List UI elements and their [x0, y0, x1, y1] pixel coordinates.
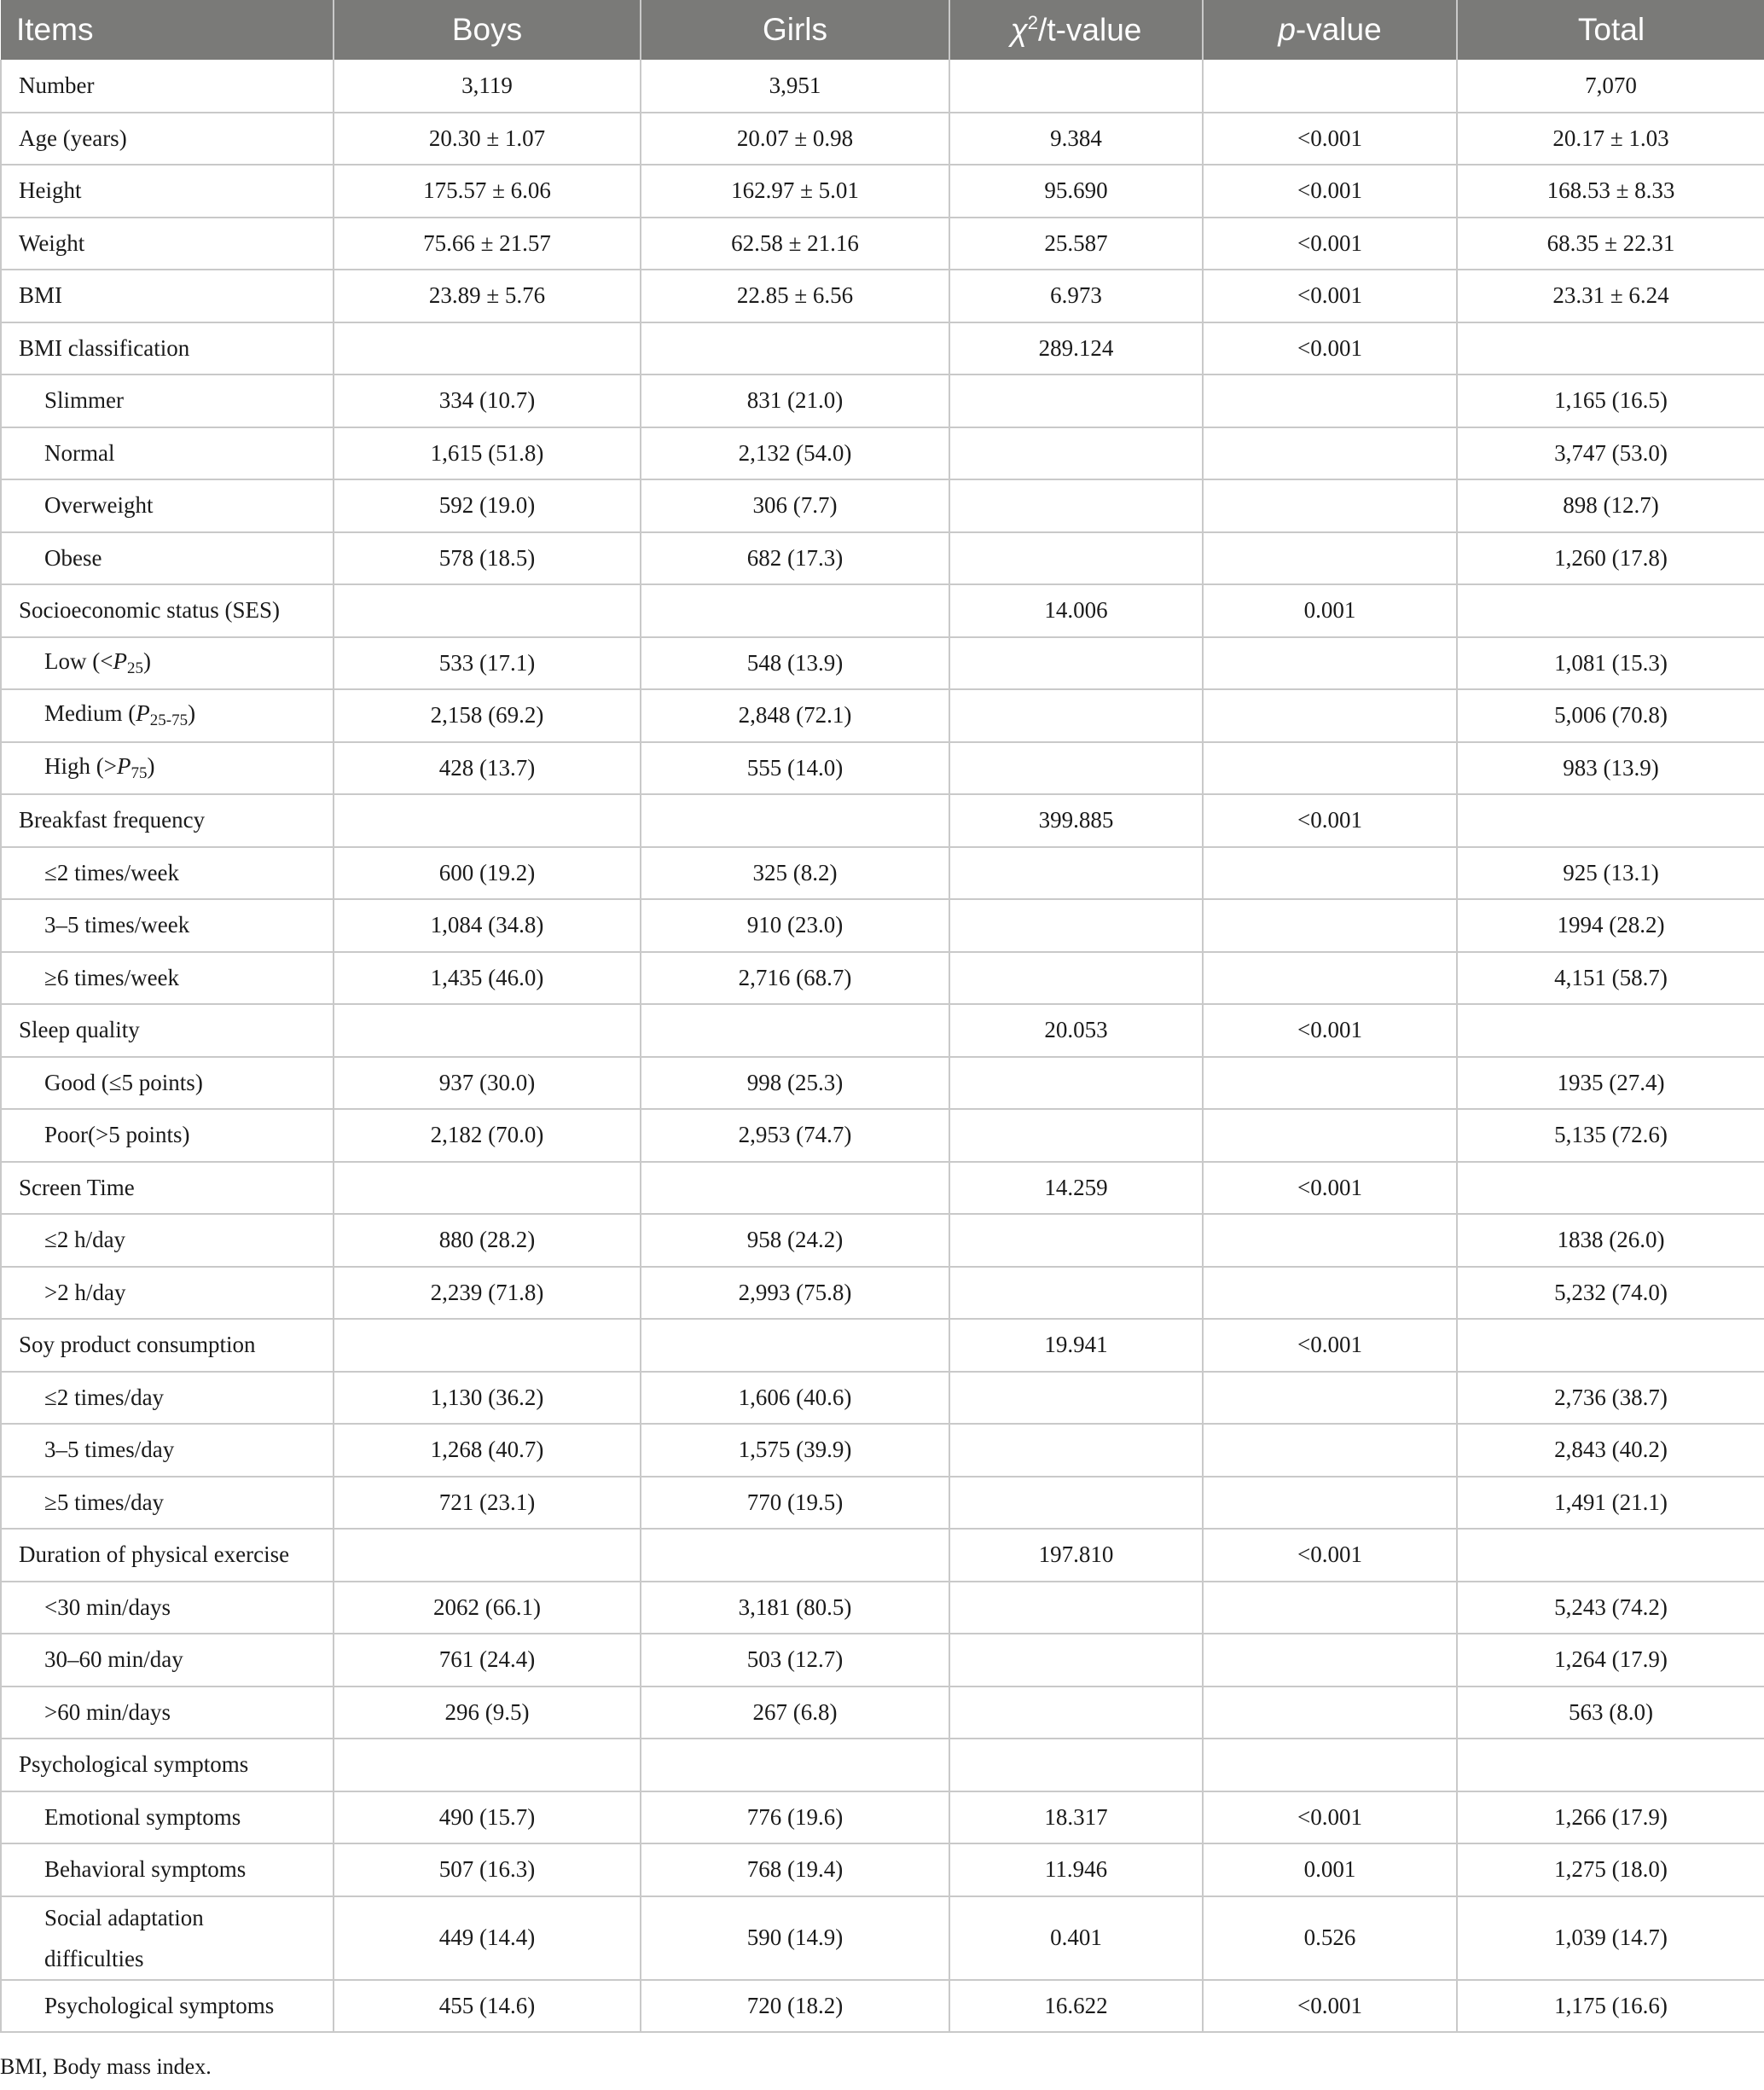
- cell-girls: 2,716 (68.7): [641, 952, 949, 1005]
- cell-stat-value: [949, 1214, 1203, 1267]
- cell-total: [1457, 1162, 1764, 1215]
- cell-total: 5,232 (74.0): [1457, 1267, 1764, 1320]
- cell-total: [1457, 1319, 1764, 1372]
- cell-total: 898 (12.7): [1457, 479, 1764, 532]
- cell-total: 1,175 (16.6): [1457, 1980, 1764, 2033]
- cell-boys: 721 (23.1): [334, 1477, 641, 1530]
- header-items: Items: [1, 0, 334, 60]
- cell-p-value: [1203, 1214, 1457, 1267]
- cell-total: [1457, 322, 1764, 375]
- table-row: [1, 165, 1764, 218]
- cell-p-value: [1203, 742, 1457, 795]
- cell-total: 1,266 (17.9): [1457, 1791, 1764, 1844]
- cell-total: 925 (13.1): [1457, 847, 1764, 900]
- table-row: [1, 1582, 1764, 1634]
- cell-boys: 2,239 (71.8): [334, 1267, 641, 1320]
- cell-boys: 2062 (66.1): [334, 1582, 641, 1634]
- table-row: [1, 584, 1764, 637]
- cell-boys: 428 (13.7): [334, 742, 641, 795]
- cell-p-value: [1203, 1477, 1457, 1530]
- cell-boys: 578 (18.5): [334, 532, 641, 585]
- table-row: [1, 1109, 1764, 1162]
- cell-girls: 62.58 ± 21.16: [641, 218, 949, 270]
- header-p-value: [1203, 0, 1457, 60]
- cell-total: 563 (8.0): [1457, 1687, 1764, 1739]
- cell-total: 1,081 (15.3): [1457, 637, 1764, 690]
- cell-item-label: Socioeconomic status (SES): [1, 584, 334, 637]
- cell-p-value: [1203, 479, 1457, 532]
- cell-stat-value: [949, 847, 1203, 900]
- cell-stat-value: 14.259: [949, 1162, 1203, 1215]
- cell-stat-value: 19.941: [949, 1319, 1203, 1372]
- cell-girls: 20.07 ± 0.98: [641, 113, 949, 165]
- header-chi-t-value: [949, 0, 1203, 60]
- table-row: [1, 1319, 1764, 1372]
- cell-item-label: ≤2 times/day: [1, 1372, 334, 1425]
- table-row: [1, 1843, 1764, 1896]
- table-row: [1, 1687, 1764, 1739]
- cell-p-value: <0.001: [1203, 165, 1457, 218]
- cell-boys: 75.66 ± 21.57: [334, 218, 641, 270]
- p-rest: -value: [1295, 12, 1382, 47]
- cell-boys: [334, 1739, 641, 1791]
- cell-item-label: Behavioral symptoms: [1, 1843, 334, 1896]
- cell-stat-value: [949, 532, 1203, 585]
- cell-girls: [641, 1529, 949, 1582]
- label-suffix: ): [142, 647, 151, 674]
- cell-stat-value: [949, 742, 1203, 795]
- cell-stat-value: [949, 1057, 1203, 1110]
- p-italic: p: [1278, 12, 1296, 47]
- table-row: [1, 1739, 1764, 1791]
- table-row: [1, 1372, 1764, 1425]
- cell-total: [1457, 584, 1764, 637]
- table-row: [1, 899, 1764, 952]
- cell-girls: 958 (24.2): [641, 1214, 949, 1267]
- cell-item-label: Psychological symptoms: [1, 1980, 334, 2033]
- table-row: [1, 689, 1764, 742]
- table-header: [1, 0, 1764, 60]
- cell-item-label: ≥6 times/week: [1, 952, 334, 1005]
- cell-total: 1,260 (17.8): [1457, 532, 1764, 585]
- cell-girls: 1,575 (39.9): [641, 1424, 949, 1477]
- cell-girls: 503 (12.7): [641, 1634, 949, 1687]
- cell-stat-value: 14.006: [949, 584, 1203, 637]
- label-suffix: ): [147, 752, 155, 779]
- table-row: [1, 218, 1764, 270]
- table-body: [1, 60, 1764, 2032]
- label-percentile-subscript: 25: [126, 659, 143, 677]
- cell-girls: 2,953 (74.7): [641, 1109, 949, 1162]
- cell-item-label: >60 min/days: [1, 1687, 334, 1739]
- table-row: [1, 427, 1764, 480]
- cell-stat-value: 11.946: [949, 1843, 1203, 1896]
- cell-stat-value: [949, 479, 1203, 532]
- table-row: [1, 113, 1764, 165]
- cell-total: 20.17 ± 1.03: [1457, 113, 1764, 165]
- cell-boys: 533 (17.1): [334, 637, 641, 690]
- cell-boys: 23.89 ± 5.76: [334, 270, 641, 322]
- cell-item-label: Breakfast frequency: [1, 794, 334, 847]
- cell-girls: 267 (6.8): [641, 1687, 949, 1739]
- cell-boys: [334, 1162, 641, 1215]
- cell-boys: 2,182 (70.0): [334, 1109, 641, 1162]
- cell-boys: 2,158 (69.2): [334, 689, 641, 742]
- cell-p-value: [1203, 847, 1457, 900]
- cell-girls: [641, 1739, 949, 1791]
- cell-p-value: [1203, 1424, 1457, 1477]
- table-row: [1, 1162, 1764, 1215]
- cell-item-label: [1, 1896, 334, 1980]
- cell-girls: 325 (8.2): [641, 847, 949, 900]
- cell-p-value: <0.001: [1203, 270, 1457, 322]
- cell-p-value: <0.001: [1203, 1529, 1457, 1582]
- cell-boys: 455 (14.6): [334, 1980, 641, 2033]
- cell-item-label: Slimmer: [1, 374, 334, 427]
- table-row: [1, 1634, 1764, 1687]
- label-percentile-subscript: 25-75: [149, 711, 189, 730]
- cell-p-value: [1203, 952, 1457, 1005]
- cell-total: 1,039 (14.7): [1457, 1896, 1764, 1980]
- cell-p-value: [1203, 1109, 1457, 1162]
- cell-stat-value: [949, 1109, 1203, 1162]
- table-row: [1, 794, 1764, 847]
- cell-girls: 720 (18.2): [641, 1980, 949, 2033]
- cell-total: 5,243 (74.2): [1457, 1582, 1764, 1634]
- cell-stat-value: [949, 1582, 1203, 1634]
- cell-total: 983 (13.9): [1457, 742, 1764, 795]
- cell-girls: 998 (25.3): [641, 1057, 949, 1110]
- cell-p-value: [1203, 1372, 1457, 1425]
- cell-boys: 296 (9.5): [334, 1687, 641, 1739]
- table-row: [1, 1267, 1764, 1320]
- label-percentile-subscript: 75: [131, 763, 148, 782]
- cell-p-value: <0.001: [1203, 794, 1457, 847]
- cell-girls: 2,132 (54.0): [641, 427, 949, 480]
- cell-stat-value: [949, 1687, 1203, 1739]
- table-footnote: BMI, Body mass index.: [0, 2054, 212, 2079]
- cell-stat-value: 0.401: [949, 1896, 1203, 1980]
- label-percentile-symbol: P: [116, 752, 131, 779]
- table-row: [1, 1424, 1764, 1477]
- cell-boys: [334, 322, 641, 375]
- cell-total: 2,736 (38.7): [1457, 1372, 1764, 1425]
- cell-total: 68.35 ± 22.31: [1457, 218, 1764, 270]
- cell-stat-value: [949, 1739, 1203, 1791]
- cell-total: 1,491 (21.1): [1457, 1477, 1764, 1530]
- cell-stat-value: [949, 1267, 1203, 1320]
- cell-girls: 831 (21.0): [641, 374, 949, 427]
- cell-total: 5,006 (70.8): [1457, 689, 1764, 742]
- table-row: [1, 322, 1764, 375]
- cell-girls: 555 (14.0): [641, 742, 949, 795]
- cell-girls: 1,606 (40.6): [641, 1372, 949, 1425]
- cell-p-value: [1203, 637, 1457, 690]
- cell-girls: 2,848 (72.1): [641, 689, 949, 742]
- cell-p-value: <0.001: [1203, 1162, 1457, 1215]
- table-row: [1, 1791, 1764, 1844]
- cell-stat-value: [949, 952, 1203, 1005]
- table-row: [1, 847, 1764, 900]
- cell-boys: [334, 1529, 641, 1582]
- cell-girls: 2,993 (75.8): [641, 1267, 949, 1320]
- cell-item-label: Soy product consumption: [1, 1319, 334, 1372]
- cell-stat-value: [949, 374, 1203, 427]
- cell-p-value: [1203, 1634, 1457, 1687]
- cell-boys: 600 (19.2): [334, 847, 641, 900]
- cell-boys: 761 (24.4): [334, 1634, 641, 1687]
- cell-stat-value: 95.690: [949, 165, 1203, 218]
- cell-stat-value: 9.384: [949, 113, 1203, 165]
- cell-girls: [641, 1319, 949, 1372]
- cell-boys: [334, 1004, 641, 1057]
- cell-girls: 162.97 ± 5.01: [641, 165, 949, 218]
- chi-symbol: χ: [1010, 12, 1028, 48]
- cell-total: 1994 (28.2): [1457, 899, 1764, 952]
- table-row: [1, 1896, 1764, 1980]
- cell-total: 1,165 (16.5): [1457, 374, 1764, 427]
- cell-p-value: [1203, 374, 1457, 427]
- cell-boys: 1,615 (51.8): [334, 427, 641, 480]
- cell-girls: 548 (13.9): [641, 637, 949, 690]
- cell-boys: [334, 1319, 641, 1372]
- cell-p-value: [1203, 1582, 1457, 1634]
- cell-girls: 3,181 (80.5): [641, 1582, 949, 1634]
- cell-total: 1,264 (17.9): [1457, 1634, 1764, 1687]
- cell-boys: 1,268 (40.7): [334, 1424, 641, 1477]
- cell-p-value: [1203, 532, 1457, 585]
- cell-total: 23.31 ± 6.24: [1457, 270, 1764, 322]
- cell-total: 168.53 ± 8.33: [1457, 165, 1764, 218]
- cell-item-label: Obese: [1, 532, 334, 585]
- cell-p-value: 0.001: [1203, 584, 1457, 637]
- cell-stat-value: [949, 60, 1203, 113]
- cell-stat-value: 18.317: [949, 1791, 1203, 1844]
- cell-p-value: 0.526: [1203, 1896, 1457, 1980]
- cell-item-label: <30 min/days: [1, 1582, 334, 1634]
- cell-total: 7,070: [1457, 60, 1764, 113]
- cell-item-label: 30–60 min/day: [1, 1634, 334, 1687]
- cell-total: 3,747 (53.0): [1457, 427, 1764, 480]
- cell-stat-value: 16.622: [949, 1980, 1203, 2033]
- cell-p-value: [1203, 899, 1457, 952]
- cell-girls: 910 (23.0): [641, 899, 949, 952]
- cell-item-label: Good (≤5 points): [1, 1057, 334, 1110]
- table-row: [1, 1057, 1764, 1110]
- cell-item-label: [1, 689, 334, 742]
- cell-boys: 592 (19.0): [334, 479, 641, 532]
- cell-total: [1457, 794, 1764, 847]
- cell-item-label: Age (years): [1, 113, 334, 165]
- cell-item-label: [1, 742, 334, 795]
- cell-stat-value: [949, 1477, 1203, 1530]
- table-row: [1, 1214, 1764, 1267]
- cell-boys: 507 (16.3): [334, 1843, 641, 1896]
- cell-girls: [641, 1162, 949, 1215]
- cell-boys: 3,119: [334, 60, 641, 113]
- table-row: [1, 374, 1764, 427]
- cell-stat-value: [949, 1372, 1203, 1425]
- header-row: [1, 0, 1764, 60]
- cell-girls: 306 (7.7): [641, 479, 949, 532]
- table-row: [1, 479, 1764, 532]
- table-row: [1, 952, 1764, 1005]
- cell-total: [1457, 1739, 1764, 1791]
- cell-boys: 175.57 ± 6.06: [334, 165, 641, 218]
- cell-girls: 768 (19.4): [641, 1843, 949, 1896]
- cell-item-label: Normal: [1, 427, 334, 480]
- cell-item-label: Emotional symptoms: [1, 1791, 334, 1844]
- cell-p-value: <0.001: [1203, 1319, 1457, 1372]
- cell-girls: [641, 1004, 949, 1057]
- cell-p-value: <0.001: [1203, 1004, 1457, 1057]
- cell-girls: 3,951: [641, 60, 949, 113]
- cell-stat-value: [949, 899, 1203, 952]
- label-text: Social adaptation difficulties: [44, 1904, 204, 1971]
- cell-p-value: <0.001: [1203, 322, 1457, 375]
- cell-boys: 490 (15.7): [334, 1791, 641, 1844]
- cell-boys: 1,130 (36.2): [334, 1372, 641, 1425]
- table-row: [1, 1477, 1764, 1530]
- cell-boys: [334, 794, 641, 847]
- cell-total: [1457, 1004, 1764, 1057]
- table-row: [1, 1004, 1764, 1057]
- chi-rest: /t-value: [1038, 12, 1142, 48]
- cell-item-label: Overweight: [1, 479, 334, 532]
- cell-girls: 776 (19.6): [641, 1791, 949, 1844]
- cell-item-label: BMI: [1, 270, 334, 322]
- label-suffix: ): [188, 700, 196, 727]
- cell-stat-value: 399.885: [949, 794, 1203, 847]
- label-prefix: Medium (: [44, 700, 136, 727]
- cell-p-value: <0.001: [1203, 218, 1457, 270]
- label-prefix: Low (<: [44, 647, 113, 674]
- cell-item-label: Screen Time: [1, 1162, 334, 1215]
- cell-boys: [334, 584, 641, 637]
- cell-item-label: Psychological symptoms: [1, 1739, 334, 1791]
- table-row: [1, 1529, 1764, 1582]
- cell-item-label: >2 h/day: [1, 1267, 334, 1320]
- cell-item-label: [1, 637, 334, 690]
- cell-stat-value: [949, 1634, 1203, 1687]
- cell-stat-value: 25.587: [949, 218, 1203, 270]
- cell-p-value: 0.001: [1203, 1843, 1457, 1896]
- table-row: [1, 60, 1764, 113]
- cell-stat-value: [949, 689, 1203, 742]
- cell-boys: 20.30 ± 1.07: [334, 113, 641, 165]
- table-row: [1, 1980, 1764, 2033]
- cell-p-value: [1203, 1687, 1457, 1739]
- cell-stat-value: [949, 1424, 1203, 1477]
- cell-item-label: Weight: [1, 218, 334, 270]
- cell-total: 1838 (26.0): [1457, 1214, 1764, 1267]
- header-total: Total: [1457, 0, 1764, 60]
- cell-item-label: ≥5 times/day: [1, 1477, 334, 1530]
- cell-p-value: [1203, 1057, 1457, 1110]
- cell-boys: 880 (28.2): [334, 1214, 641, 1267]
- cell-item-label: Number: [1, 60, 334, 113]
- cell-stat-value: [949, 427, 1203, 480]
- cell-p-value: [1203, 60, 1457, 113]
- cell-girls: [641, 322, 949, 375]
- table-row: [1, 532, 1764, 585]
- table-row: [1, 270, 1764, 322]
- cell-boys: 1,435 (46.0): [334, 952, 641, 1005]
- cell-stat-value: 289.124: [949, 322, 1203, 375]
- header-boys: Boys: [334, 0, 641, 60]
- cell-total: [1457, 1529, 1764, 1582]
- cell-boys: 334 (10.7): [334, 374, 641, 427]
- cell-girls: 770 (19.5): [641, 1477, 949, 1530]
- table-row: [1, 742, 1764, 795]
- cell-total: 4,151 (58.7): [1457, 952, 1764, 1005]
- cell-p-value: <0.001: [1203, 1980, 1457, 2033]
- cell-item-label: 3–5 times/day: [1, 1424, 334, 1477]
- cell-girls: 682 (17.3): [641, 532, 949, 585]
- label-prefix: High (>: [44, 752, 117, 779]
- label-percentile-symbol: P: [136, 700, 150, 727]
- cell-p-value: [1203, 1267, 1457, 1320]
- cell-boys: 449 (14.4): [334, 1896, 641, 1980]
- cell-item-label: ≤2 times/week: [1, 847, 334, 900]
- cell-total: 5,135 (72.6): [1457, 1109, 1764, 1162]
- cell-p-value: [1203, 427, 1457, 480]
- cell-stat-value: 6.973: [949, 270, 1203, 322]
- cell-item-label: 3–5 times/week: [1, 899, 334, 952]
- cell-item-label: ≤2 h/day: [1, 1214, 334, 1267]
- cell-p-value: [1203, 689, 1457, 742]
- cell-girls: 22.85 ± 6.56: [641, 270, 949, 322]
- cell-total: 1935 (27.4): [1457, 1057, 1764, 1110]
- cell-girls: 590 (14.9): [641, 1896, 949, 1980]
- cell-item-label: Height: [1, 165, 334, 218]
- cell-girls: [641, 794, 949, 847]
- table-row: [1, 637, 1764, 690]
- cell-boys: 1,084 (34.8): [334, 899, 641, 952]
- cell-girls: [641, 584, 949, 637]
- cell-total: 2,843 (40.2): [1457, 1424, 1764, 1477]
- cell-item-label: Poor(>5 points): [1, 1109, 334, 1162]
- cell-stat-value: [949, 637, 1203, 690]
- cell-p-value: <0.001: [1203, 1791, 1457, 1844]
- header-girls: Girls: [641, 0, 949, 60]
- cell-stat-value: 197.810: [949, 1529, 1203, 1582]
- cell-stat-value: 20.053: [949, 1004, 1203, 1057]
- cell-item-label: Sleep quality: [1, 1004, 334, 1057]
- label-percentile-symbol: P: [113, 647, 127, 674]
- cell-total: 1,275 (18.0): [1457, 1843, 1764, 1896]
- cell-p-value: <0.001: [1203, 113, 1457, 165]
- cell-item-label: Duration of physical exercise: [1, 1529, 334, 1582]
- cell-p-value: [1203, 1739, 1457, 1791]
- cell-boys: 937 (30.0): [334, 1057, 641, 1110]
- cell-item-label: BMI classification: [1, 322, 334, 375]
- chi-superscript: 2: [1027, 11, 1039, 33]
